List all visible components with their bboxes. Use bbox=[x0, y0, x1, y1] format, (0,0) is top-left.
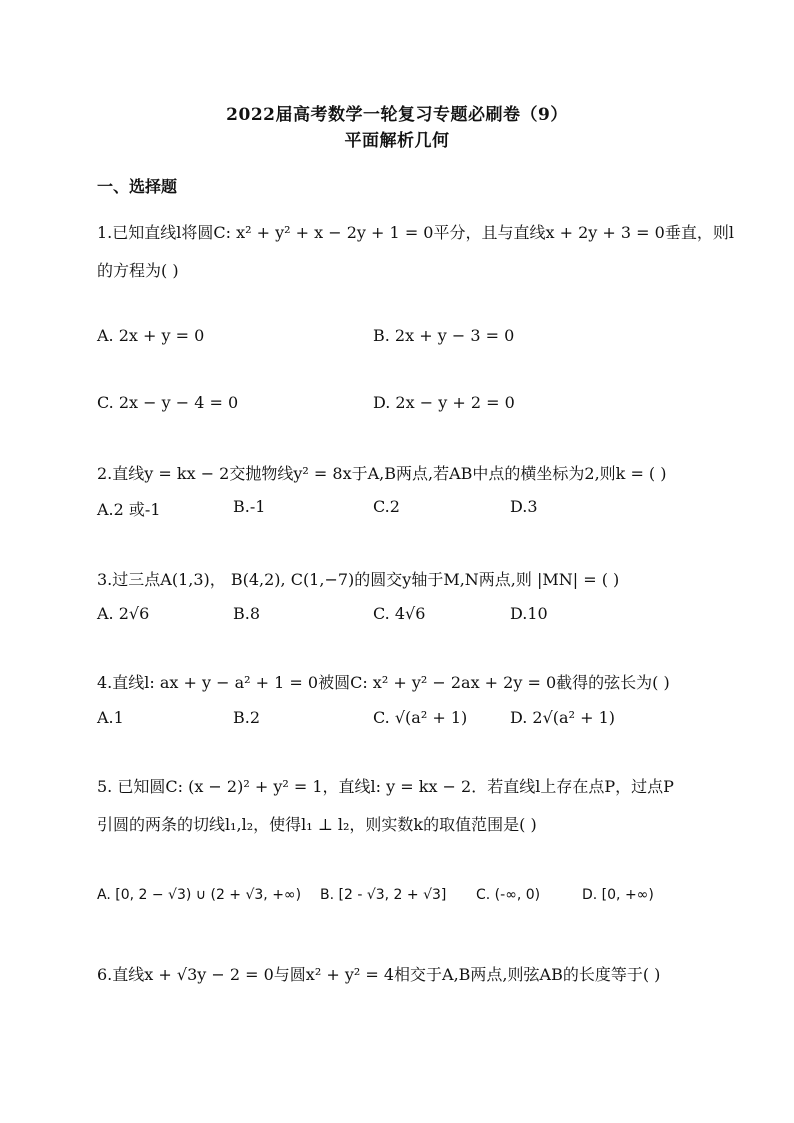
question-3-option-a: A. 2√6 bbox=[97, 604, 150, 623]
question-5-option-d: D. [0, +∞) bbox=[582, 887, 654, 903]
page-subtitle: 平面解析几何 bbox=[344, 131, 450, 151]
question-4-option-a: A.1 bbox=[97, 708, 124, 727]
question-6-stem: 6.直线x + √3y − 2 = 0与圆x² + y² = 4相交于A,B两点,则弦AB的长度等于( ) bbox=[97, 965, 661, 984]
question-3-option-d: D.10 bbox=[510, 604, 548, 623]
question-2-option-d: D.3 bbox=[510, 497, 538, 516]
question-2-option-b: B.-1 bbox=[233, 497, 266, 516]
question-3-stem: 3.过三点A(1,3)， B(4,2), C(1,−7)的圆交y轴于M,N两点,则 |MN| = ( ) bbox=[97, 570, 620, 589]
question-5-option-b: B. [2 - √3, 2 + √3] bbox=[320, 887, 447, 903]
question-4-option-c: C. √(a² + 1) bbox=[373, 708, 468, 727]
question-2-option-c: C.2 bbox=[373, 497, 400, 516]
section-heading: 一、选择题 bbox=[97, 177, 178, 196]
question-5-stem-line2: 引圆的两条的切线l₁,l₂，使得l₁ ⊥ l₂，则实数k的取值范围是( ) bbox=[97, 815, 537, 834]
question-3-option-b: B.8 bbox=[233, 604, 261, 623]
question-2-stem: 2.直线y = kx − 2交抛物线y² = 8x于A,B两点,若AB中点的横坐标为2,则k = ( ) bbox=[97, 464, 667, 483]
page-title: 2022届高考数学一轮复习专题必刷卷（9） bbox=[226, 105, 568, 125]
question-1-stem-line2: 的方程为( ) bbox=[97, 261, 179, 280]
question-3-option-c: C. 4√6 bbox=[373, 604, 426, 623]
question-1-stem-line1: 1.已知直线l将圆C: x² + y² + x − 2y + 1 = 0平分，且与直线x + 2y + 3 = 0垂直，则l bbox=[97, 223, 734, 242]
question-2-option-a: A.2 或-1 bbox=[97, 500, 161, 519]
question-4-option-d: D. 2√(a² + 1) bbox=[510, 708, 615, 727]
question-4-stem: 4.直线l: ax + y − a² + 1 = 0被圆C: x² + y² − 2ax + 2y = 0截得的弦长为( ) bbox=[97, 673, 670, 692]
question-4-option-b: B.2 bbox=[233, 708, 261, 727]
question-1-option-d: D. 2x − y + 2 = 0 bbox=[373, 393, 515, 412]
question-5-stem-line1: 5. 已知圆C: (x − 2)² + y² = 1，直线l: y = kx − 2．若直线l上存在点P，过点P bbox=[97, 777, 674, 796]
question-5-option-c: C. (-∞, 0) bbox=[476, 887, 541, 903]
question-1-option-b: B. 2x + y − 3 = 0 bbox=[373, 326, 515, 345]
question-1-option-a: A. 2x + y = 0 bbox=[97, 326, 205, 345]
question-1-option-c: C. 2x − y − 4 = 0 bbox=[97, 393, 239, 412]
question-5-option-a: A. [0, 2 − √3) ∪ (2 + √3, +∞) bbox=[97, 887, 302, 903]
